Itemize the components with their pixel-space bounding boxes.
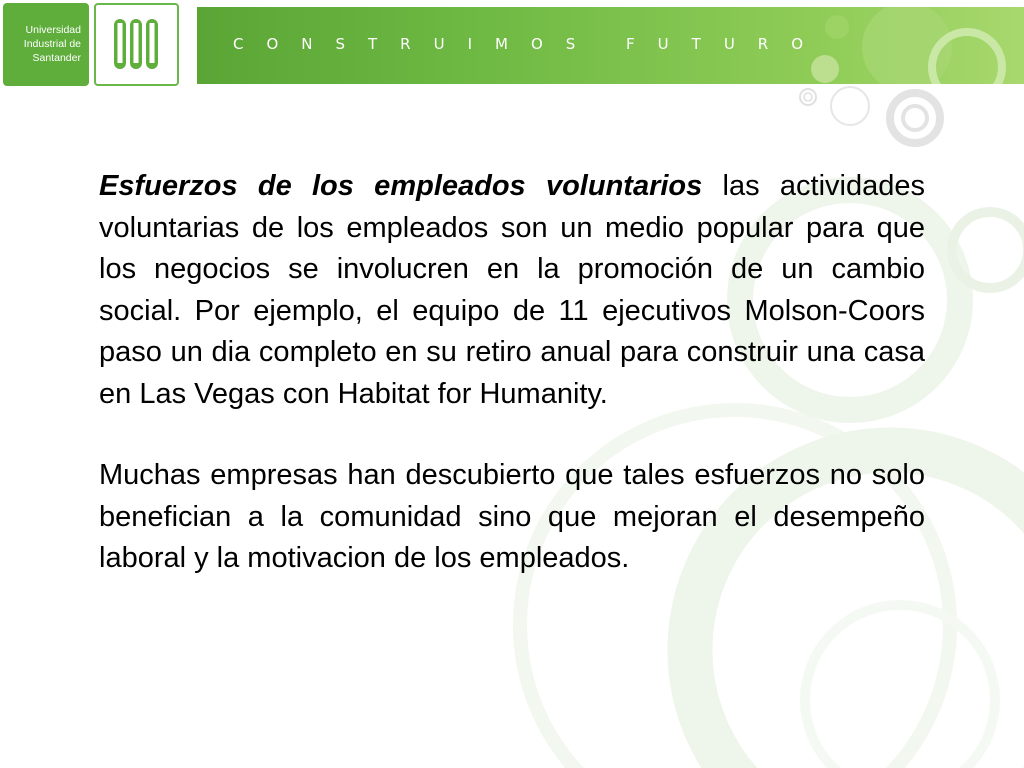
paragraph-body-text: las actividades voluntarias de los empleados son un medio popular para que los negocios se involucren en la promoción de un cambio social. Por ejemplo, el equipo de 11 ejecutivos Molson-Coors paso un dia completo en su retiro anual para construir una casa en Las Vegas con Habitat for Humanity. [99, 170, 925, 410]
uis-emblem-icon [96, 5, 177, 84]
header-banner [197, 7, 1024, 84]
uis-emblem-logo [94, 3, 179, 86]
paragraph-lead-heading: Esfuerzos de los empleados voluntarios [99, 170, 703, 202]
logo-line-2: Industrial de [23, 38, 81, 50]
slide-body [99, 166, 925, 620]
paragraph-benefits: Muchas empresas han descubierto que tales esfuerzos no solo benefician a la comunidad sino que mejoran el desempeño laboral y la motivacion de los empleados. [99, 459, 925, 574]
paragraph-volunteer-efforts [99, 166, 925, 415]
logo-line-1: Universidad [25, 24, 81, 36]
logo-line-3: Santander [32, 52, 81, 64]
university-logo-text [3, 3, 89, 86]
banner-slogan: CONSTRUIMOS FUTURO [233, 35, 827, 53]
